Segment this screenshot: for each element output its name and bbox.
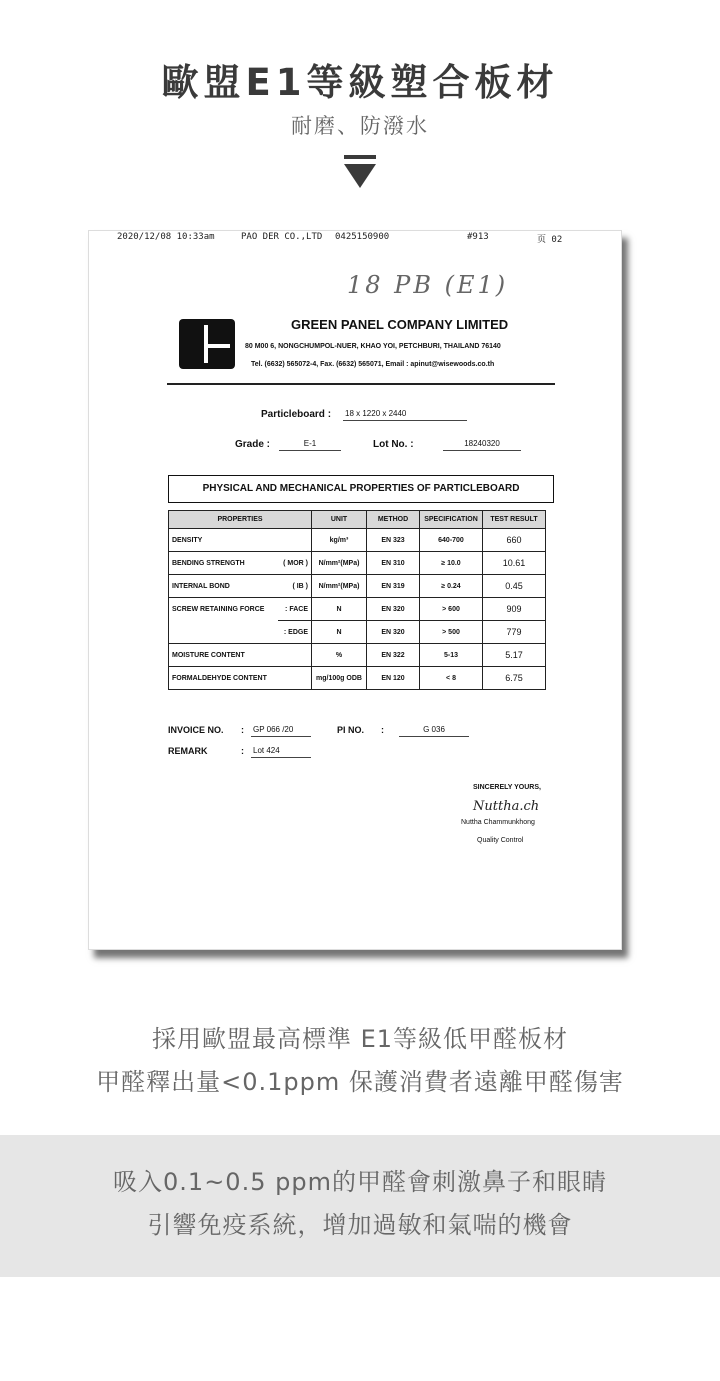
row-name [169, 621, 278, 644]
signer-name: Nuttha Chammunkhong [461, 819, 535, 826]
fax-phone: 0425150900 [335, 232, 390, 242]
divider [167, 383, 555, 385]
grade-label: Grade : [235, 439, 271, 450]
company-name: GREEN PANEL COMPANY LIMITED [291, 317, 509, 332]
row-unit: N [312, 621, 367, 644]
page-subtitle: 耐磨、防潑水 [291, 114, 429, 138]
description-line-1: 採用歐盟最高標準 E1等級低甲醛板材 [151, 1025, 569, 1053]
product-description [0, 1018, 720, 1104]
row-method: EN 323 [367, 529, 420, 552]
header-specification: SPECIFICATION [420, 511, 483, 529]
pi-label: PI NO. [337, 725, 365, 735]
row-name: INTERNAL BOND [169, 575, 278, 598]
row-method: EN 319 [367, 575, 420, 598]
description-line-2: 甲醛釋出量<0.1ppm 保護消費者遠離甲醛傷害 [96, 1068, 624, 1096]
header-test-result: TEST RESULT [483, 511, 546, 529]
properties-title: PHYSICAL AND MECHANICAL PROPERTIES OF PARTICLEBOARD [168, 475, 554, 503]
row-name: DENSITY [169, 529, 278, 552]
fax-page: 页 02 [537, 235, 563, 245]
table-row [169, 598, 546, 621]
row-sub: : FACE [278, 598, 312, 621]
signer-title: Quality Control [477, 837, 524, 844]
fax-sender: PAO DER CO.,LTD [241, 232, 323, 242]
row-unit: % [312, 644, 367, 667]
invoice-value: GP 066 /20 [251, 725, 311, 737]
company-contact: Tel. (6632) 565072-4, Fax. (6632) 565071, Email : apinut@wisewoods.co.th [251, 361, 495, 368]
closing-text: SINCERELY YOURS, [473, 784, 541, 791]
header-unit: UNIT [312, 511, 367, 529]
row-result: 0.45 [483, 575, 546, 598]
row-name: FORMALDEHYDE CONTENT [169, 667, 278, 690]
particleboard-label: Particleboard : [261, 409, 332, 420]
signature: Nuttha.ch [473, 799, 540, 814]
row-result: 6.75 [483, 667, 546, 690]
invoice-colon: : [241, 725, 244, 735]
row-sub [278, 667, 312, 690]
row-result: 10.61 [483, 552, 546, 575]
row-unit: N [312, 598, 367, 621]
row-sub [278, 644, 312, 667]
remark-value: Lot 424 [251, 746, 311, 758]
row-method: EN 320 [367, 621, 420, 644]
row-result: 909 [483, 598, 546, 621]
row-spec: 5-13 [420, 644, 483, 667]
handwritten-note: 18 PB (E1) [347, 271, 509, 299]
table-row [169, 644, 546, 667]
table-header-row [169, 511, 546, 529]
row-spec: ≥ 0.24 [420, 575, 483, 598]
lot-label: Lot No. : [373, 439, 414, 450]
properties-table [168, 510, 546, 690]
row-spec: 640-700 [420, 529, 483, 552]
pi-colon: : [381, 725, 384, 735]
remark-label: REMARK [168, 746, 208, 756]
row-spec: > 600 [420, 598, 483, 621]
pi-value: G 036 [399, 725, 469, 737]
table-row [169, 621, 546, 644]
row-sub: : EDGE [278, 621, 312, 644]
invoice-label: INVOICE NO. [168, 725, 224, 735]
table-row [169, 575, 546, 598]
row-result: 5.17 [483, 644, 546, 667]
row-method: EN 120 [367, 667, 420, 690]
page-title: 歐盟E1等級塑合板材 [161, 61, 559, 104]
row-sub [278, 529, 312, 552]
row-result: 779 [483, 621, 546, 644]
fax-job: #913 [467, 232, 489, 242]
grade-value: E-1 [279, 439, 341, 451]
row-name: MOISTURE CONTENT [169, 644, 278, 667]
warning-line-1: 吸入0.1~0.5 ppm的甲醛會刺激鼻子和眼睛 [113, 1168, 607, 1196]
row-result: 660 [483, 529, 546, 552]
table-row [169, 552, 546, 575]
row-name: SCREW RETAINING FORCE [169, 598, 278, 621]
particleboard-value: 18 x 1220 x 2440 [343, 409, 467, 421]
row-unit: N/mm²(MPa) [312, 575, 367, 598]
row-method: EN 322 [367, 644, 420, 667]
remark-colon: : [241, 746, 244, 756]
row-sub: ( MOR ) [278, 552, 312, 575]
row-spec: ≥ 10.0 [420, 552, 483, 575]
triangle-down-icon [344, 155, 376, 189]
fax-datetime: 2020/12/08 10:33am [117, 232, 215, 242]
header-method: METHOD [367, 511, 420, 529]
warning-band [0, 1135, 720, 1277]
row-unit: kg/m³ [312, 529, 367, 552]
row-method: EN 310 [367, 552, 420, 575]
test-certificate-document [88, 230, 622, 950]
row-method: EN 320 [367, 598, 420, 621]
company-address: 80 M00 6, NONGCHUMPOL-NUER, KHAO YOI, PETCHBURI, THAILAND 76140 [245, 343, 501, 350]
warning-line-2: 引響免疫系統，增加過敏和氣喘的機會 [147, 1211, 573, 1239]
company-logo [179, 319, 235, 369]
lot-value: 18240320 [443, 439, 521, 451]
row-spec: > 500 [420, 621, 483, 644]
row-sub: ( IB ) [278, 575, 312, 598]
row-spec: < 8 [420, 667, 483, 690]
row-unit: mg/100g ODB [312, 667, 367, 690]
header-properties: PROPERTIES [169, 511, 312, 529]
row-unit: N/mm²(MPa) [312, 552, 367, 575]
table-row [169, 529, 546, 552]
table-row [169, 667, 546, 690]
row-name: BENDING STRENGTH [169, 552, 278, 575]
